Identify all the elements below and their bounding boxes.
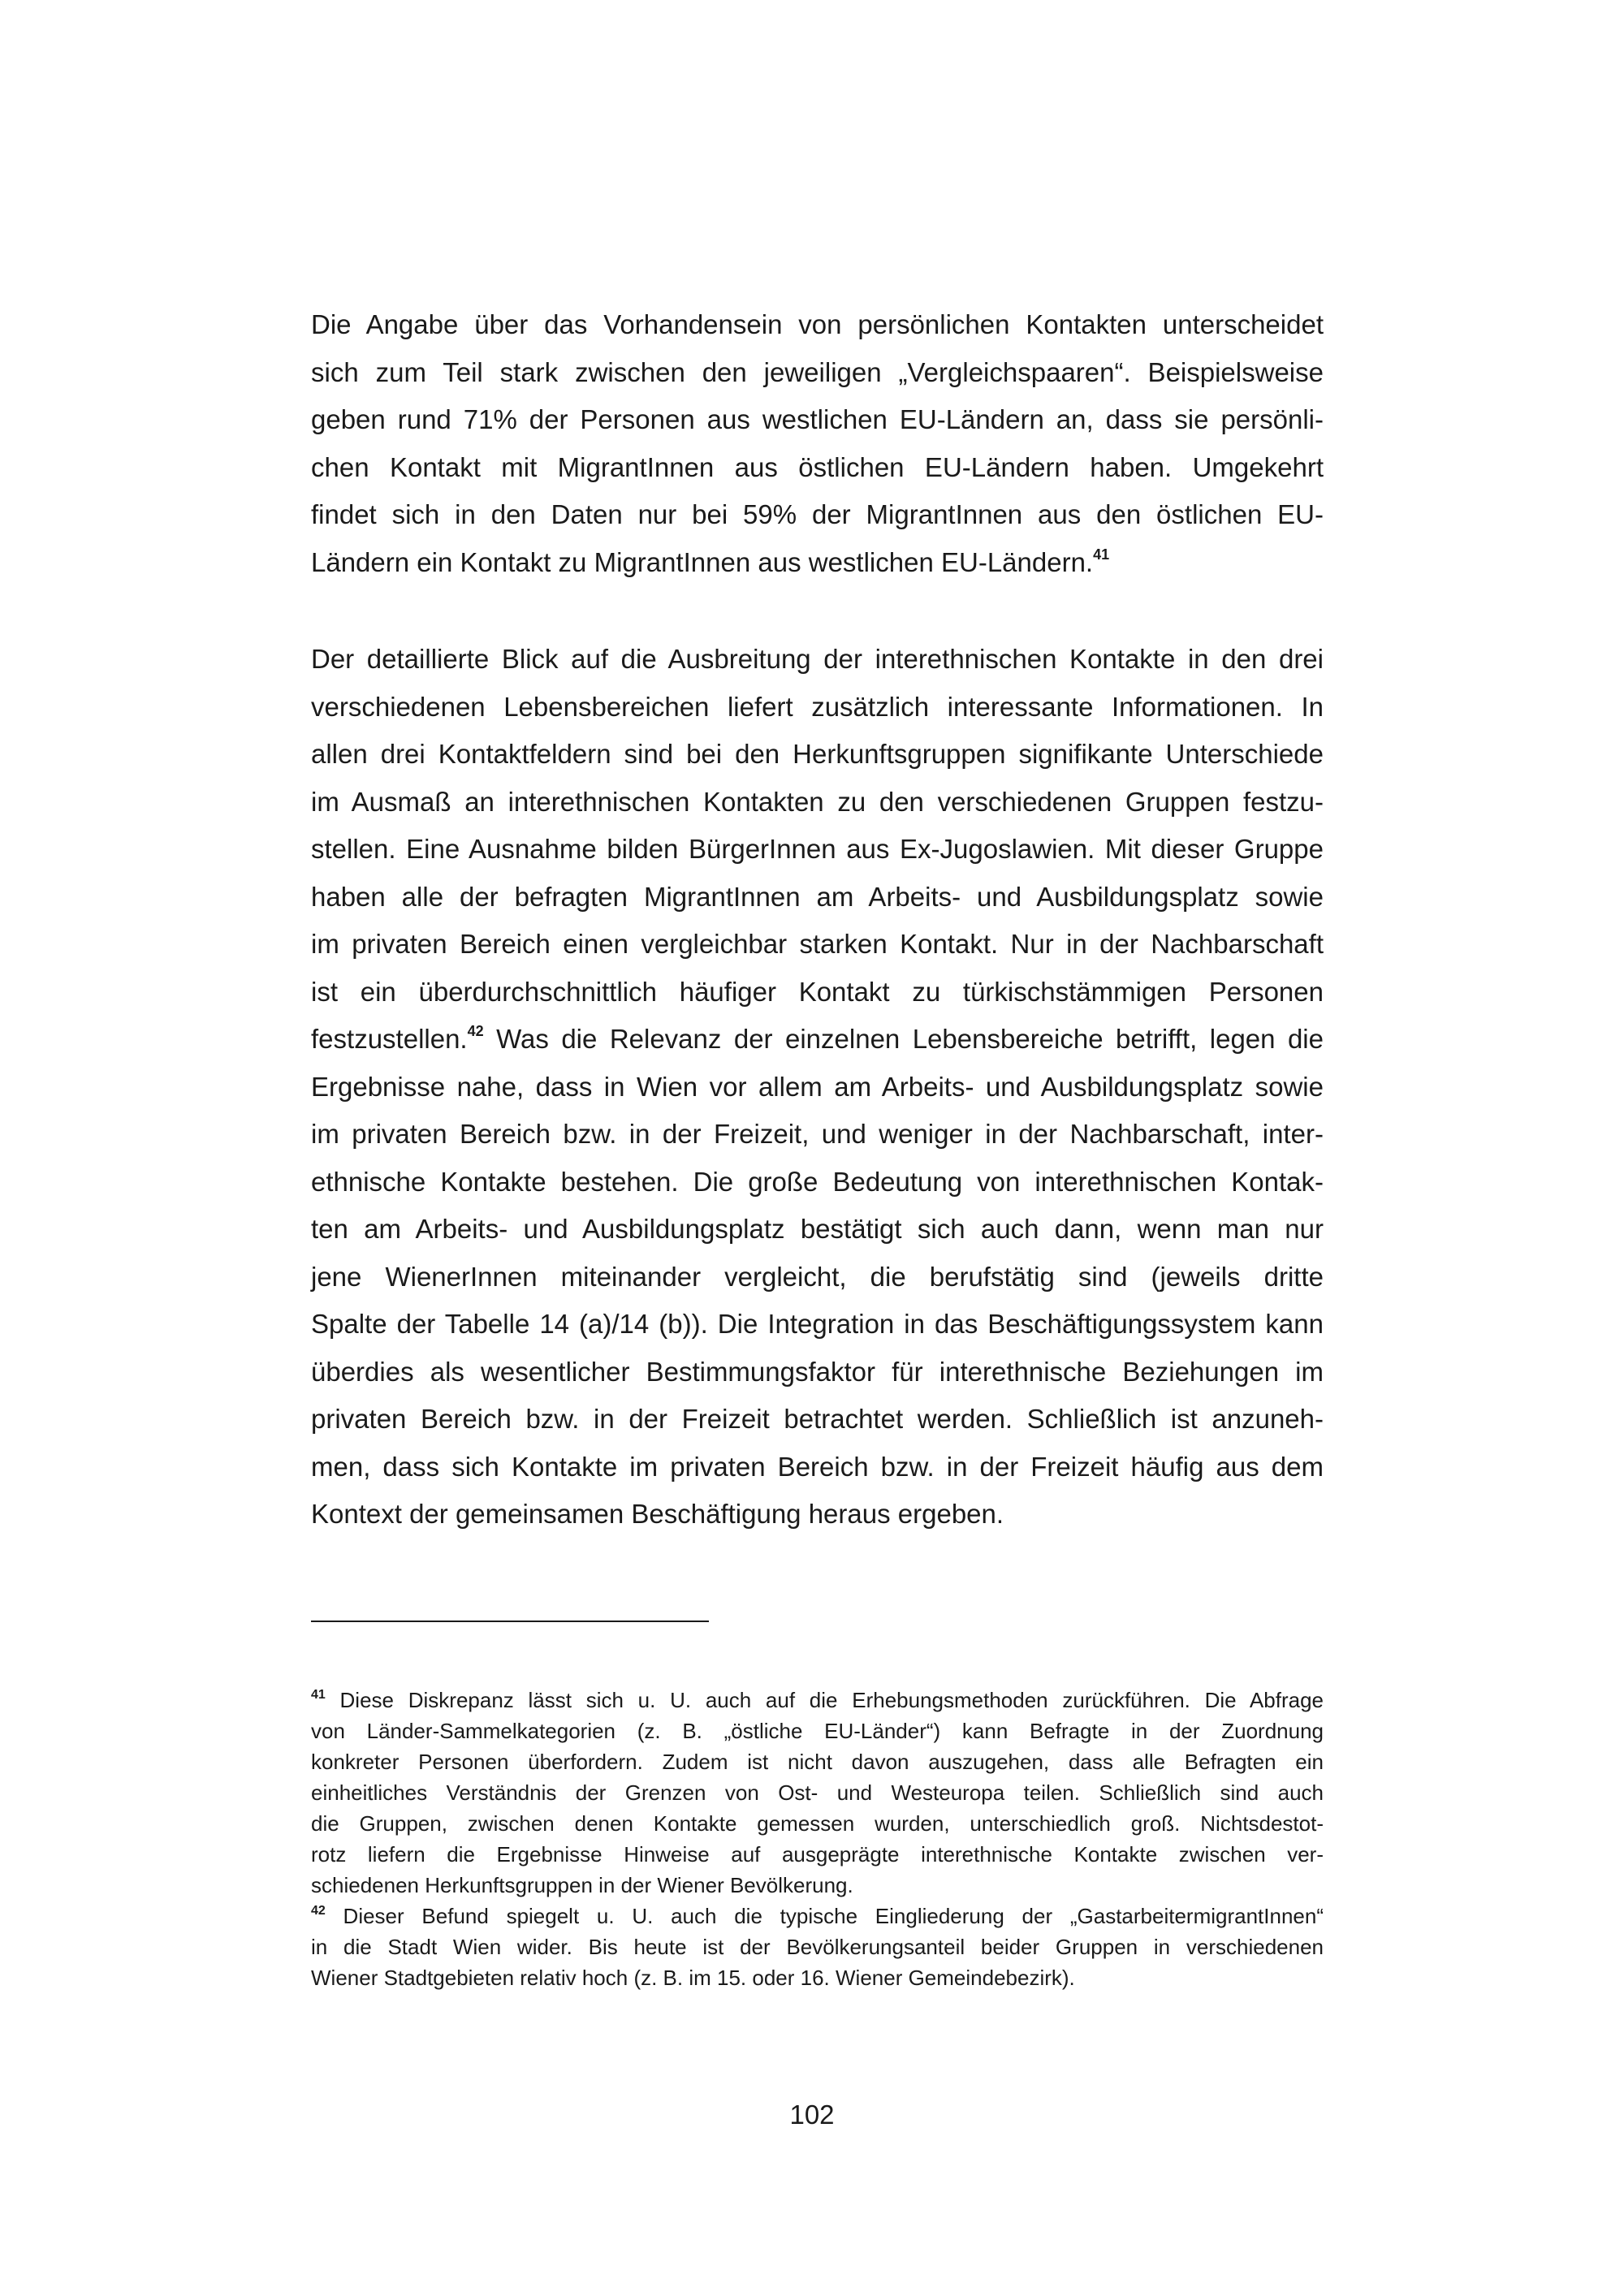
- footnote-line: die Gruppen, zwischen denen Kontakte gemessen wurden, unterschiedlich groß. Nichtsdestot-: [311, 1811, 1324, 1836]
- footnote-line: [311, 1901, 1324, 1931]
- footnote-reference[interactable]: 42: [467, 1023, 484, 1039]
- footnote-line: konkreter Personen überfordern. Zudem ist nicht davon auszugehen, dass alle Befragten ein: [311, 1750, 1324, 1774]
- text-line: überdies als wesentlicher Bestimmungsfaktor für interethnische Beziehungen im: [311, 1356, 1324, 1387]
- text-line: Die Angabe über das Vorhandensein von persönlichen Kontakten unterscheidet: [311, 309, 1324, 339]
- footnote-line: Wiener Stadtgebieten relativ hoch (z. B. im 15. oder 16. Wiener Gemeindebezirk).: [311, 1966, 1075, 1990]
- text-line: im privaten Bereich einen vergleichbar starken Kontakt. Nur in der Nachbarschaft: [311, 929, 1324, 959]
- footnote-reference[interactable]: 41: [1093, 546, 1110, 563]
- text-line: Kontext der gemeinsamen Beschäftigung heraus ergeben.: [311, 1499, 1004, 1529]
- footnote-line: in die Stadt Wien wider. Bis heute ist der Bevölkerungsanteil beider Gruppen in verschiedenen: [311, 1935, 1324, 1959]
- footnote-number: 42: [311, 1904, 326, 1918]
- footnote-line-content: Dieser Befund spiegelt u. U. auch die typische Eingliederung der „GastarbeitermigrantInnen“: [325, 1904, 1324, 1928]
- text-line: findet sich in den Daten nur bei 59% der MigrantInnen aus den östlichen EU-: [311, 499, 1324, 529]
- text-line: [311, 1016, 1324, 1064]
- text-line: Spalte der Tabelle 14 (a)/14 (b)). Die Integration in das Beschäftigungssystem kann: [311, 1309, 1324, 1339]
- text-line: men, dass sich Kontakte im privaten Bereich bzw. in der Freizeit häufig aus dem: [311, 1451, 1324, 1482]
- footnote-line: von Länder-Sammelkategorien (z. B. „östliche EU-Länder“) kann Befragte in der Zuordnung: [311, 1719, 1324, 1743]
- footnote-line-content: Diese Diskrepanz lässt sich u. U. auch auf die Erhebungsmethoden zurückführen. Die Abfrage: [325, 1688, 1324, 1712]
- footnote-number: 41: [311, 1688, 326, 1702]
- paragraph-2: [311, 636, 1324, 1539]
- paragraph-1: [311, 301, 1324, 586]
- text-line-content: festzustellen.: [311, 1024, 468, 1054]
- footnote-line: schiedenen Herkunftsgruppen in der Wiener Bevölkerung.: [311, 1873, 853, 1897]
- text-line: ist ein überdurchschnittlich häufiger Kontakt zu türkischstämmigen Personen: [311, 976, 1324, 1007]
- text-line: privaten Bereich bzw. in der Freizeit betrachtet werden. Schließlich ist anzuneh-: [311, 1404, 1324, 1434]
- text-line: sich zum Teil stark zwischen den jeweiligen „Vergleichspaaren“. Beispielsweise: [311, 356, 1324, 387]
- text-line: allen drei Kontaktfeldern sind bei den Herkunftsgruppen signifikante Unterschiede: [311, 739, 1324, 769]
- text-line: jene WienerInnen miteinander vergleicht, die berufstätig sind (jeweils dritte: [311, 1261, 1324, 1292]
- footnote-line: einheitliches Verständnis der Grenzen von Ost- und Westeuropa teilen. Schließlich sind auch: [311, 1780, 1324, 1805]
- footnote-line: rotz liefern die Ergebnisse Hinweise auf ausgeprägte interethnische Kontakte zwischen ver-: [311, 1842, 1324, 1867]
- text-line: ethnische Kontakte bestehen. Die große Bedeutung von interethnischen Kontak-: [311, 1166, 1324, 1197]
- footnote-separator: [311, 1621, 709, 1622]
- text-line-content: Ländern ein Kontakt zu MigrantInnen aus westlichen EU-Ländern.: [311, 546, 1094, 577]
- text-line: stellen. Eine Ausnahme bilden BürgerInnen aus Ex-Jugoslawien. Mit dieser Gruppe: [311, 834, 1324, 864]
- footnotes: [311, 1685, 1324, 1993]
- text-line: chen Kontakt mit MigrantInnen aus östlichen EU-Ländern haben. Umgekehrt: [311, 451, 1324, 482]
- text-line: ten am Arbeits- und Ausbildungsplatz bestätigt sich auch dann, wenn man nur: [311, 1214, 1324, 1244]
- text-line-content: Was die Relevanz der einzelnen Lebensbereiche betrifft, legen die: [483, 1024, 1324, 1054]
- page-number: 102: [789, 2100, 835, 2130]
- text-line: im Ausmaß an interethnischen Kontakten zu den verschiedenen Gruppen festzu-: [311, 786, 1324, 817]
- text-line: im privaten Bereich bzw. in der Freizeit, und weniger in der Nachbarschaft, inter-: [311, 1119, 1324, 1149]
- text-line: geben rund 71% der Personen aus westlichen EU-Ländern an, dass sie persönli-: [311, 404, 1324, 434]
- text-line: haben alle der befragten MigrantInnen am Arbeits- und Ausbildungsplatz sowie: [311, 881, 1324, 912]
- text-line: Ergebnisse nahe, dass in Wien vor allem am Arbeits- und Ausbildungsplatz sowie: [311, 1071, 1324, 1102]
- text-line: [311, 539, 1324, 587]
- text-line: Der detaillierte Blick auf die Ausbreitung der interethnischen Kontakte in den drei: [311, 644, 1324, 674]
- text-line: verschiedenen Lebensbereichen liefert zusätzlich interessante Informationen. In: [311, 691, 1324, 722]
- footnote-line: [311, 1685, 1324, 1716]
